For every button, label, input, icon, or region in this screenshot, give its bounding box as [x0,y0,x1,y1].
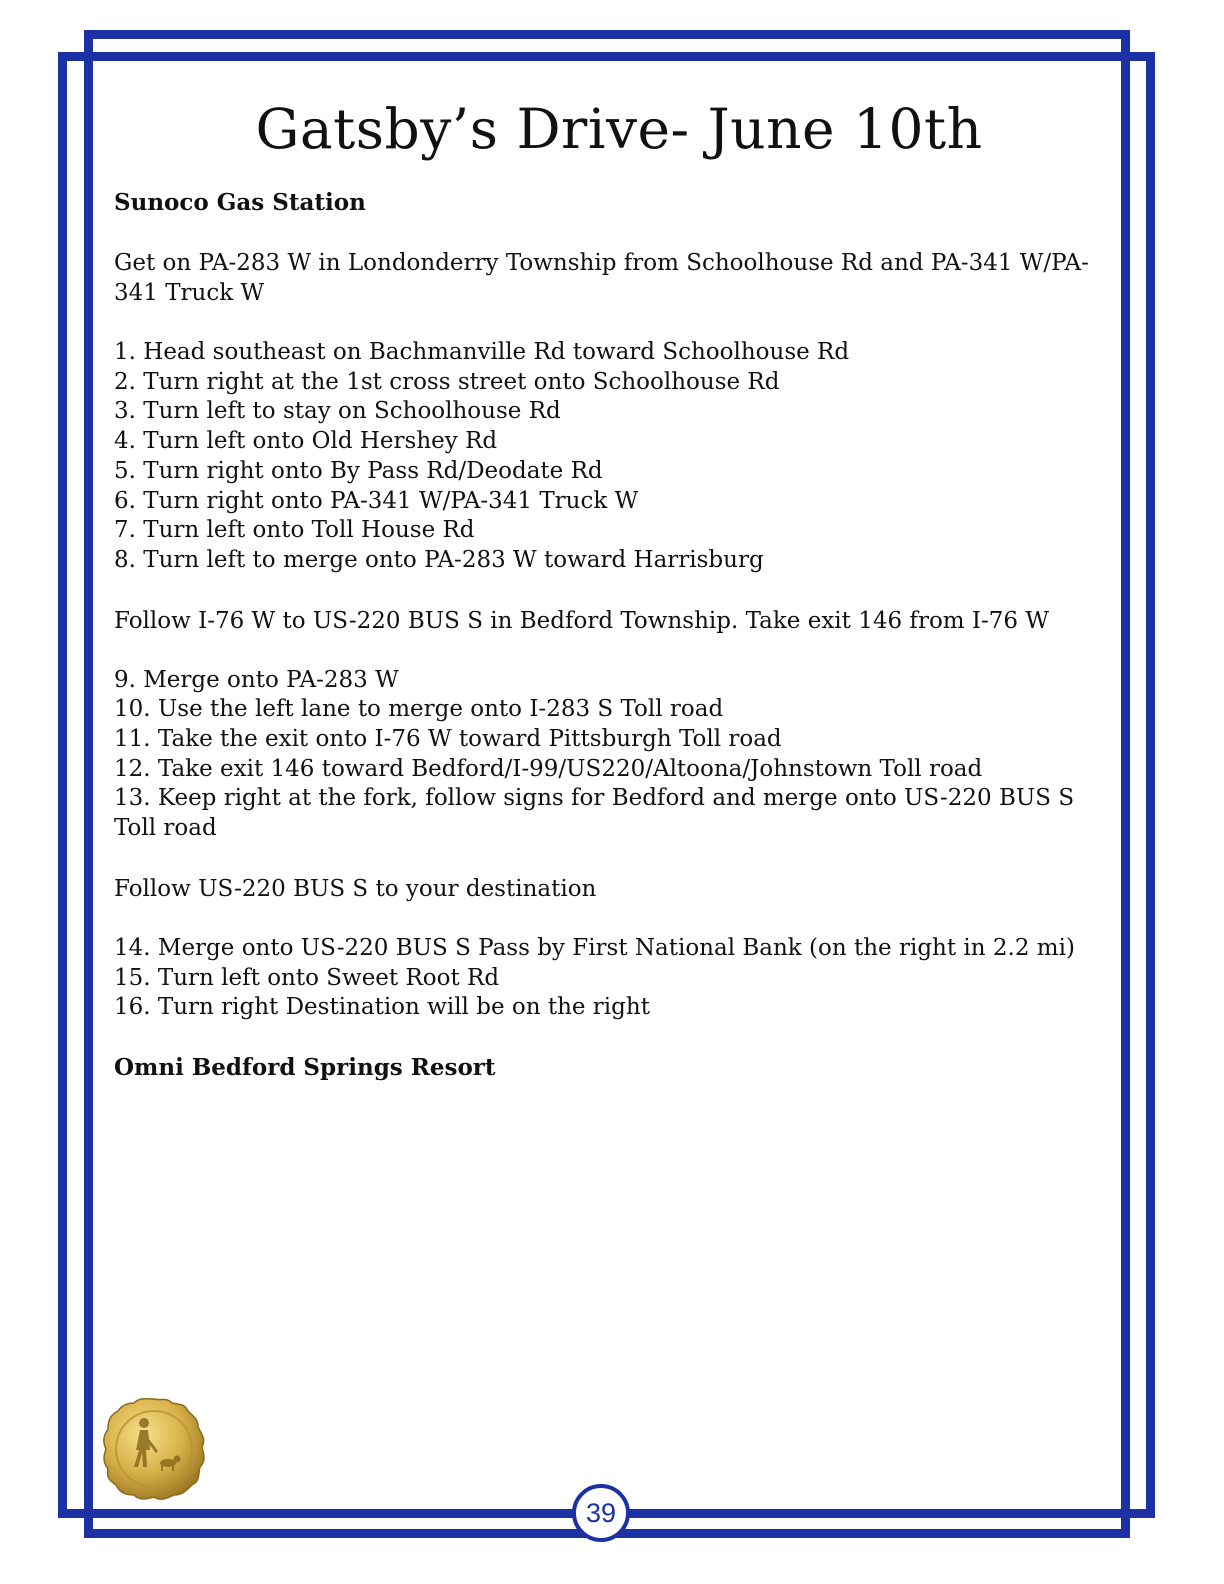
page-number-badge: 39 [572,1484,630,1542]
step-item: 13. Keep right at the fork, follow signs for Bedford and merge onto US-220 BUS S Toll road [114,785,1075,842]
wax-seal-icon [100,1395,208,1503]
page-title: Gatsby’s Drive- June 10th [255,97,983,161]
section-intro-2: Follow I-76 W to US-220 BUS S in Bedford Township. Take exit 146 from I-76 W [114,607,1049,634]
step-item: 15. Turn left onto Sweet Root Rd [114,964,500,991]
step-item: 14. Merge onto US-220 BUS S Pass by First National Bank (on the right in 2.2 mi) [114,934,1075,961]
step-item: 5. Turn right onto By Pass Rd/Deodate Rd [114,457,603,484]
steps-list-1 [114,338,1104,576]
step-item: 8. Turn left to merge onto PA-283 W toward Harrisburg [114,546,764,573]
section-intro-3: Follow US-220 BUS S to your destination [114,875,597,902]
section-intro-1: Get on PA-283 W in Londonderry Township from Schoolhouse Rd and PA-341 W/PA-341 Truck W [114,250,1089,306]
step-item: 2. Turn right at the 1st cross street onto Schoolhouse Rd [114,368,780,395]
step-item: 16. Turn right Destination will be on the right [114,994,650,1021]
step-item: 6. Turn right onto PA-341 W/PA-341 Truck W [114,487,639,514]
step-item: 11. Take the exit onto I-76 W toward Pittsburgh Toll road [114,726,782,753]
step-item: 3. Turn left to stay on Schoolhouse Rd [114,398,561,425]
page-content [114,96,1104,1083]
step-item: 9. Merge onto PA-283 W [114,666,399,693]
step-item: 4. Turn left onto Old Hershey Rd [114,428,498,455]
step-item: 12. Take exit 146 toward Bedford/I-99/US220/Altoona/Johnstown Toll road [114,755,983,782]
start-location: Sunoco Gas Station [114,189,366,216]
steps-list-2 [114,666,1104,844]
steps-list-3 [114,934,1104,1023]
destination-location: Omni Bedford Springs Resort [114,1053,496,1081]
step-item: 1. Head southeast on Bachmanville Rd toward Schoolhouse Rd [114,339,850,365]
step-item: 10. Use the left lane to merge onto I-283 S Toll road [114,696,724,723]
step-item: 7. Turn left onto Toll House Rd [114,517,475,544]
